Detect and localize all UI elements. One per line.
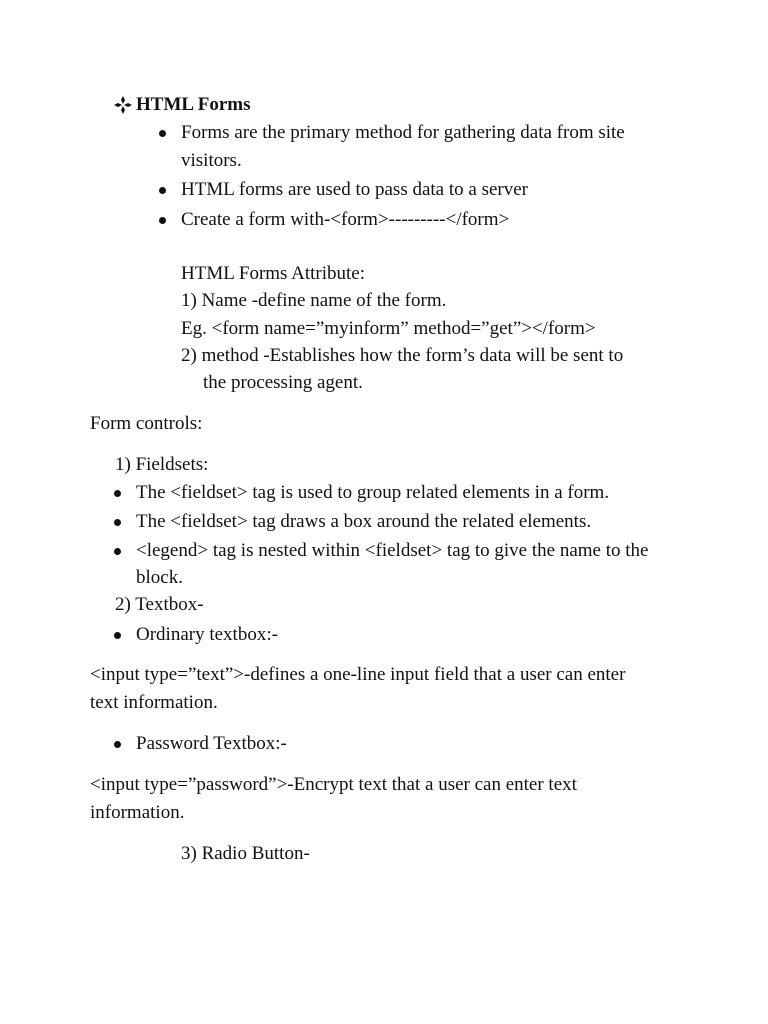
bullet-text: Forms are the primary method for gathering data from site — [181, 122, 625, 143]
bullet-text: HTML forms are used to pass data to a server — [181, 179, 528, 200]
bullet-dot-icon — [159, 130, 166, 137]
attributes-heading: HTML Forms Attribute: — [181, 263, 366, 284]
bullet-text: The <fieldset> tag is used to group related elements in a form. — [136, 482, 610, 503]
bullet-dot-icon — [114, 519, 121, 526]
attribute-method: the processing agent. — [203, 372, 363, 393]
bullet-text: block. — [136, 567, 183, 588]
ordinary-textbox-desc: <input type=”text”>-defines a one-line input field that a user can enter — [90, 664, 626, 685]
bullet-dot-icon — [114, 490, 121, 497]
bullet-text: <legend> tag is nested within <fieldset> tag to give the name to the — [136, 540, 649, 561]
password-textbox-desc: <input type=”password”>-Encrypt text that a user can enter text — [90, 774, 577, 795]
attribute-method: 2) method -Establishes how the form’s data will be sent to — [181, 345, 624, 366]
bullet-dot-icon — [114, 741, 121, 748]
diamond-bullet-icon — [114, 96, 132, 114]
attribute-name: 1) Name -define name of the form. — [181, 290, 447, 311]
password-textbox-label: Password Textbox:- — [136, 733, 287, 754]
ordinary-textbox-desc: text information. — [90, 692, 218, 713]
textbox-heading: 2) Textbox- — [115, 594, 204, 615]
bullet-dot-icon — [114, 632, 121, 639]
bullet-dot-icon — [159, 217, 166, 224]
form-controls-heading: Form controls: — [90, 413, 203, 434]
bullet-dot-icon — [114, 548, 121, 555]
bullet-text: visitors. — [181, 150, 242, 171]
bullet-text: Create a form with-<form>---------</form> — [181, 209, 510, 230]
bullet-text: The <fieldset> tag draws a box around the related elements. — [136, 511, 592, 532]
attribute-example: Eg. <form name=”myinform” method=”get”></form> — [181, 318, 596, 339]
ordinary-textbox-label: Ordinary textbox:- — [136, 624, 278, 645]
fieldsets-heading: 1) Fieldsets: — [115, 454, 209, 475]
bullet-dot-icon — [159, 187, 166, 194]
section-title: HTML Forms — [136, 94, 251, 115]
password-textbox-desc: information. — [90, 802, 185, 823]
radio-button-heading: 3) Radio Button- — [181, 843, 310, 864]
